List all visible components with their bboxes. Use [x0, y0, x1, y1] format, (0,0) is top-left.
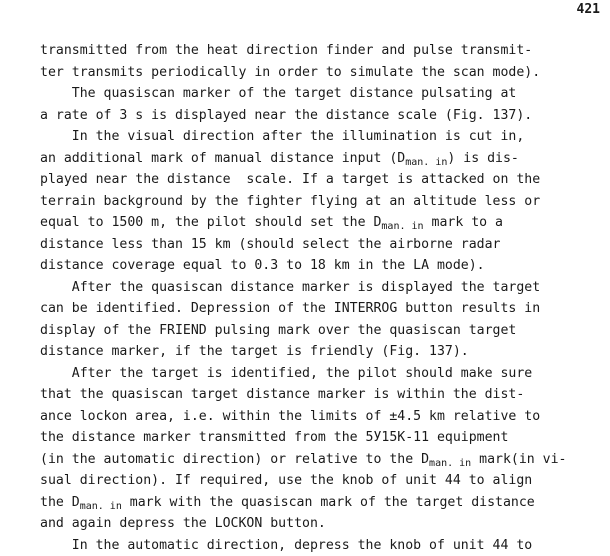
text-line — [40, 277, 596, 299]
text-line — [40, 62, 596, 84]
text-line — [40, 427, 596, 449]
line-text: After the quasiscan distance marker is displayed the target — [40, 279, 541, 295]
text-line — [40, 234, 596, 256]
line-text-cont: mark with the quasiscan mark of the target distance — [121, 494, 535, 510]
subscript: man. in — [79, 500, 122, 512]
text-line — [40, 449, 596, 471]
text-line — [40, 298, 596, 320]
text-line — [40, 255, 596, 277]
subscript: man. in — [429, 457, 472, 469]
text-line — [40, 363, 596, 385]
subscript: man. in — [405, 156, 448, 168]
text-line — [40, 406, 596, 428]
text-line — [40, 513, 596, 535]
text-line — [40, 535, 596, 553]
line-text: terrain background by the fighter flying at an altitude less or — [40, 193, 541, 209]
line-text-cont: mark(in vi- — [471, 451, 567, 467]
text-line — [40, 341, 596, 363]
text-line — [40, 148, 596, 170]
text-line — [40, 384, 596, 406]
text-line — [40, 40, 596, 62]
text-line — [40, 169, 596, 191]
line-text: an additional mark of manual distance input (D — [40, 150, 406, 166]
line-text: distance coverage equal to 0.3 to 18 km in the LA mode). — [40, 258, 485, 273]
line-text: the distance marker transmitted from the 5У15К-11 equipment — [40, 430, 509, 445]
line-text: the D — [40, 494, 80, 510]
line-text: a rate of 3 s is displayed near the distance scale (Fig. 137). — [40, 107, 533, 123]
line-text: (in the automatic direction) or relative to the D — [40, 451, 430, 467]
line-text: that the quasiscan target distance marker is within the dist- — [40, 387, 525, 402]
text-line — [40, 320, 596, 342]
line-text: In the visual direction after the illumination is cut in, — [40, 129, 525, 144]
line-text: transmitted from the heat direction finder and pulse transmit- — [40, 43, 533, 58]
text-line — [40, 126, 596, 148]
text-line — [40, 191, 596, 213]
line-text: can be identified. Depression of the INTERROG button results in — [40, 301, 541, 316]
line-text: distance marker, if the target is friendly (Fig. 137). — [40, 344, 469, 359]
text-line — [40, 212, 596, 234]
line-text: ter transmits periodically in order to simulate the scan mode). — [40, 64, 541, 80]
line-text: and again depress the LOCKON button. — [40, 516, 326, 531]
line-text: The quasiscan marker of the target distance pulsating at — [40, 86, 517, 101]
text-line — [40, 83, 596, 105]
text-body — [40, 40, 596, 553]
subscript: man. in — [381, 221, 424, 232]
line-text-cont: ) is dis- — [447, 150, 519, 166]
line-text: display of the FRIEND pulsing mark over the quasiscan target — [40, 322, 517, 338]
line-text: sual direction). If required, use the knob of unit 44 to align — [40, 473, 533, 488]
line-text: equal to 1500 m, the pilot should set the D — [40, 215, 382, 230]
text-line — [40, 492, 596, 514]
text-line — [40, 470, 596, 492]
line-text: distance less than 15 km (should select the airborne radar — [40, 236, 501, 252]
page-number: 421 — [576, 2, 600, 17]
text-line — [40, 105, 596, 127]
line-text: After the target is identified, the pilot should make sure — [40, 365, 533, 381]
line-text: played near the distance scale. If a target is attacked on the — [40, 172, 541, 187]
line-text-cont: mark to a — [423, 215, 503, 230]
line-text: ance lockon area, i.e. within the limits of ±4.5 km relative to — [40, 408, 541, 424]
line-text: In the automatic direction, depress the knob of unit 44 to — [40, 537, 533, 553]
